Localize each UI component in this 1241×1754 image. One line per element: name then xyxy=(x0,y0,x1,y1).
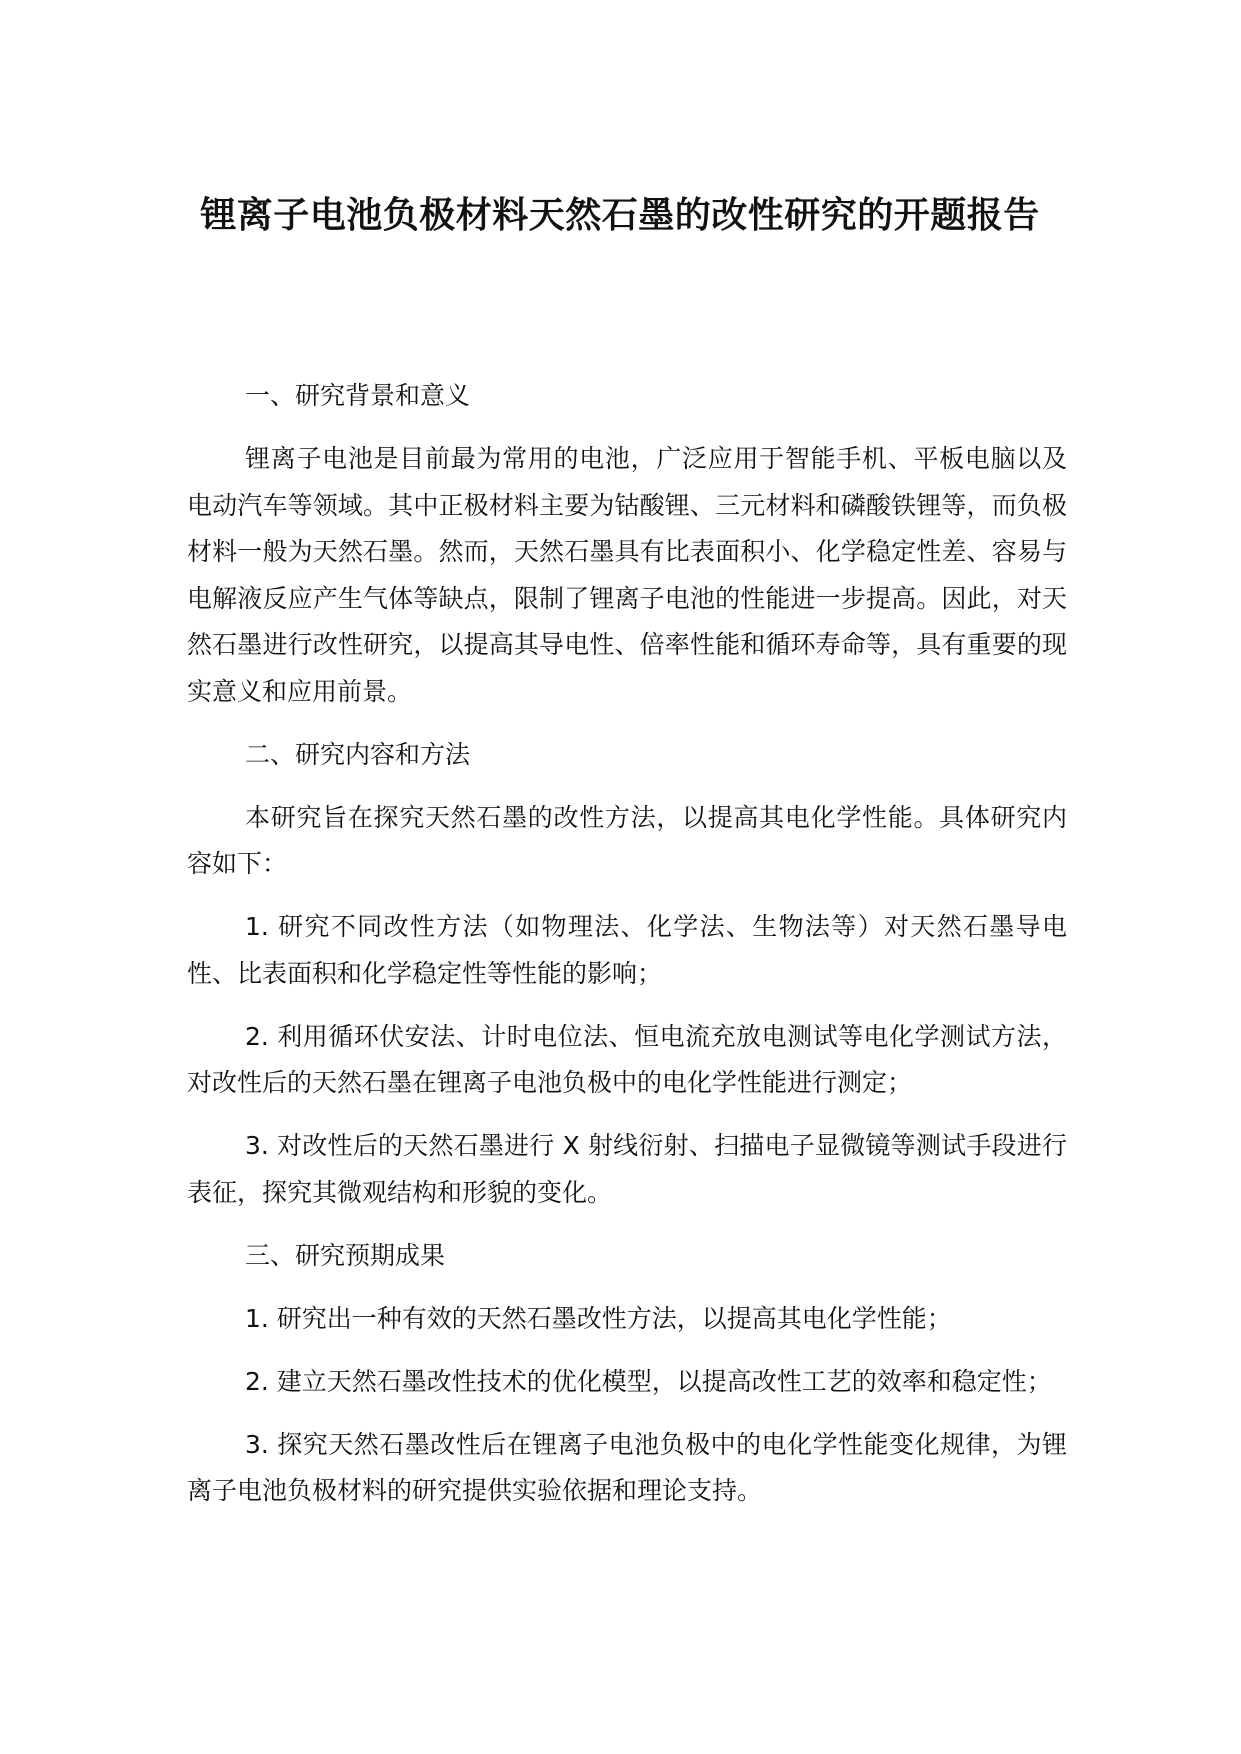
list-item: 1. 研究出一种有效的天然石墨改性方法，以提高其电化学性能； xyxy=(245,1303,952,1333)
section-heading: 三、研究预期成果 xyxy=(245,1240,446,1270)
list-item: 3. 探究天然石墨改性后在锂离子电池负极中的电化学性能变化规律，为锂离子电池负极材料的研究提供实验依据和理论支持。 xyxy=(187,1429,1067,1505)
document-body xyxy=(187,373,1067,1531)
list-item: 1. 研究不同改性方法（如物理法、化学法、生物法等）对天然石墨导电性、比表面积和化学稳定性等性能的影响； xyxy=(187,912,1067,988)
list-item: 3. 对改性后的天然石墨进行 X 射线衍射、扫描电子显微镜等测试手段进行表征，探究其微观结构和形貌的变化。 xyxy=(187,1131,1067,1207)
paragraph: 锂离子电池是目前最为常用的电池，广泛应用于智能手机、平板电脑以及电动汽车等领域。其中正极材料主要为钴酸锂、三元材料和磷酸铁锂等，而负极材料一般为天然石墨。然而，天然石墨具有比表面积小、化学稳定性差、容易与电解液反应产生气体等缺点，限制了锂离子电池的性能进一步提高。因此，对天然石墨进行改性研究，以提高其导电性、倍率性能和循环寿命等，具有重要的现实意义和应用前景。 xyxy=(187,444,1067,706)
section-heading: 二、研究内容和方法 xyxy=(245,739,471,769)
section-heading: 一、研究背景和意义 xyxy=(245,381,471,410)
section-background xyxy=(187,373,1067,715)
document-title: 锂离子电池负极材料天然石墨的改性研究的开题报告 xyxy=(200,195,1040,236)
list-item: 2. 建立天然石墨改性技术的优化模型，以提高改性工艺的效率和稳定性； xyxy=(245,1366,1052,1396)
section-content-methods xyxy=(187,732,1067,1217)
paragraph: 本研究旨在探究天然石墨的改性方法，以提高其电化学性能。具体研究内容如下： xyxy=(187,802,1067,878)
list-item: 2. 利用循环伏安法、计时电位法、恒电流充放电测试等电化学测试方法，对改性后的天然石墨在锂离子电池负极中的电化学性能进行测定； xyxy=(187,1021,1067,1097)
section-expected-results xyxy=(187,1233,1067,1515)
